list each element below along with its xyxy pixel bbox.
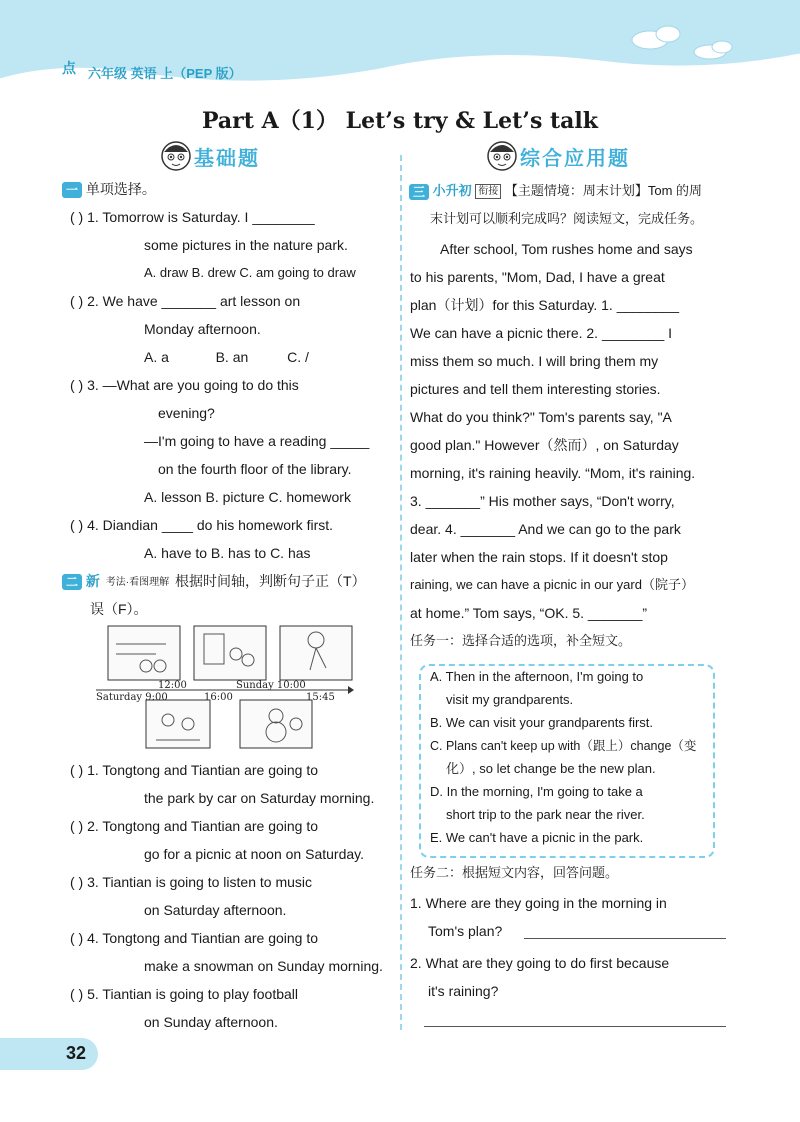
- brand-logo: 点: [62, 60, 76, 76]
- option-line: E. We can't have a picnic in the park.: [430, 830, 644, 845]
- timeline-label: 12:00: [158, 680, 187, 691]
- question-line: ( ) 3. —What are you going to do this: [70, 377, 299, 393]
- page-number-tab: [0, 1038, 98, 1070]
- option-line: B. We can visit your grandparents first.: [430, 715, 654, 730]
- instruction: 单项选择。: [85, 181, 156, 197]
- mascot-icon: [484, 138, 520, 174]
- option-line: C. Plans can't keep up with（跟上）change（变: [430, 739, 697, 753]
- option-line: D. In the morning, I'm going to take a: [430, 784, 643, 799]
- timeline-label: 16:00: [204, 692, 233, 703]
- statement-line: on Saturday afternoon.: [144, 902, 287, 918]
- timeline-label: Sunday 10:00: [236, 680, 306, 691]
- question-line: ( ) 1. Tomorrow is Saturday. I ________: [70, 209, 315, 225]
- statement-line: on Sunday afternoon.: [144, 1014, 278, 1030]
- part-badge: 二: [62, 574, 82, 590]
- option-line: visit my grandparents.: [446, 692, 574, 707]
- part-badge: 一: [62, 182, 82, 198]
- timeline-label: 15:45: [306, 692, 335, 703]
- passage-line: dear. 4. _______ And we can go to the park: [410, 521, 681, 537]
- statement-line: ( ) 4. Tongtong and Tiantian are going to: [70, 930, 319, 946]
- new-tag: 新: [85, 573, 100, 589]
- statement-line: ( ) 5. Tiantian is going to play football: [70, 986, 299, 1002]
- method-tag: 考法·看图理解: [105, 576, 170, 588]
- section-header-basic: [158, 139, 260, 173]
- question-line: 2. What are they going to do first because: [410, 955, 670, 971]
- option-line: 化）, so let change be the new plan.: [446, 761, 656, 776]
- question-line: Tom's plan?: [428, 923, 503, 939]
- timeline-label: Saturday 9:00: [96, 692, 168, 703]
- passage-line: miss them so much. I will bring them my: [410, 353, 659, 369]
- option-line: short trip to the park near the river.: [446, 807, 645, 822]
- passage-line: to his parents, "Mom, Dad, I have a great: [410, 269, 665, 285]
- statement-line: ( ) 1. Tongtong and Tiantian are going to: [70, 762, 319, 778]
- question-line: ( ) 2. We have _______ art lesson on: [70, 293, 301, 309]
- section-title: 基础题: [194, 145, 260, 170]
- page-title: Part A（1） Let’s try & Let’s talk: [201, 108, 599, 134]
- passage-line: pictures and tell them interesting stories.: [410, 381, 661, 397]
- task1-heading: 任务一：选择合适的选项，补全短文。: [410, 633, 632, 648]
- part1-heading: [62, 180, 156, 198]
- section-header-applied: [484, 139, 630, 173]
- question-line: some pictures in the nature park.: [144, 237, 348, 253]
- passage-line: good plan." However（然而）, on Saturday: [410, 437, 679, 453]
- question-line: it's raining?: [428, 983, 499, 999]
- options-line: A. lesson B. picture C. homework: [144, 489, 351, 505]
- question-line: on the fourth floor of the library.: [158, 461, 352, 477]
- passage-line: plan（计划）for this Saturday. 1. ________: [410, 297, 680, 313]
- options-line: A. have to B. has to C. has: [144, 545, 311, 561]
- link-tag: 衔接: [475, 184, 501, 199]
- passage-line: morning, it's raining heavily. “Mom, it's raining.: [410, 465, 696, 481]
- timeline-illustration: [96, 624, 358, 754]
- intro-cont: 末计划可以顺利完成吗？阅读短文，完成任务。: [430, 211, 704, 226]
- book-title: 六年级 英语 上（PEP 版）: [88, 66, 242, 81]
- statement-line: go for a picnic at noon on Saturday.: [144, 846, 364, 862]
- instruction-cont: 误（F）。: [90, 601, 148, 617]
- passage-line: at home.” Tom says, “OK. 5. _______”: [410, 605, 648, 621]
- passage-line: raining, we can have a picnic in our yard（院子）: [410, 577, 694, 592]
- part3-heading: [409, 182, 702, 200]
- task2-heading: 任务二：根据短文内容，回答问题。: [410, 865, 619, 880]
- section-title: 综合应用题: [520, 145, 630, 170]
- instruction: 根据时间轴，判断句子正（T）: [175, 573, 366, 589]
- passage-line: 3. _______” His mother says, “Don't worry,: [410, 493, 675, 509]
- page-number: 32: [66, 1043, 87, 1063]
- options-line: A. draw B. drew C. am going to draw: [144, 265, 356, 280]
- answer-line[interactable]: [424, 1026, 726, 1027]
- statement-line: ( ) 3. Tiantian is going to listen to music: [70, 874, 312, 890]
- xsc-tag: 小升初: [432, 183, 472, 198]
- option-line: A. Then in the afternoon, I'm going to: [430, 669, 644, 684]
- answer-line[interactable]: [524, 938, 726, 939]
- question-line: Monday afternoon.: [144, 321, 261, 337]
- passage-line: What do you think?" Tom's parents say, "A: [410, 409, 672, 425]
- statement-line: ( ) 2. Tongtong and Tiantian are going to: [70, 818, 319, 834]
- intro: 【主题情境：周末计划】Tom 的周: [504, 183, 703, 198]
- mascot-icon: [158, 138, 194, 174]
- statement-line: make a snowman on Sunday morning.: [144, 958, 383, 974]
- question-line: 1. Where are they going in the morning in: [410, 895, 667, 911]
- question-line: ( ) 4. Diandian ____ do his homework first.: [70, 517, 334, 533]
- passage-line: After school, Tom rushes home and says: [440, 241, 693, 257]
- question-line: —I'm going to have a reading _____: [144, 433, 370, 449]
- statement-line: the park by car on Saturday morning.: [144, 790, 375, 806]
- options-line: A. a B. an C. /: [144, 349, 309, 365]
- part-badge: 三: [409, 184, 429, 200]
- question-line: evening?: [158, 405, 215, 421]
- passage-line: later when the rain stops. If it doesn't stop: [410, 549, 668, 565]
- part2-heading: [62, 572, 366, 590]
- passage-line: We can have a picnic there. 2. ________ I: [410, 325, 673, 341]
- column-divider: [400, 155, 402, 1030]
